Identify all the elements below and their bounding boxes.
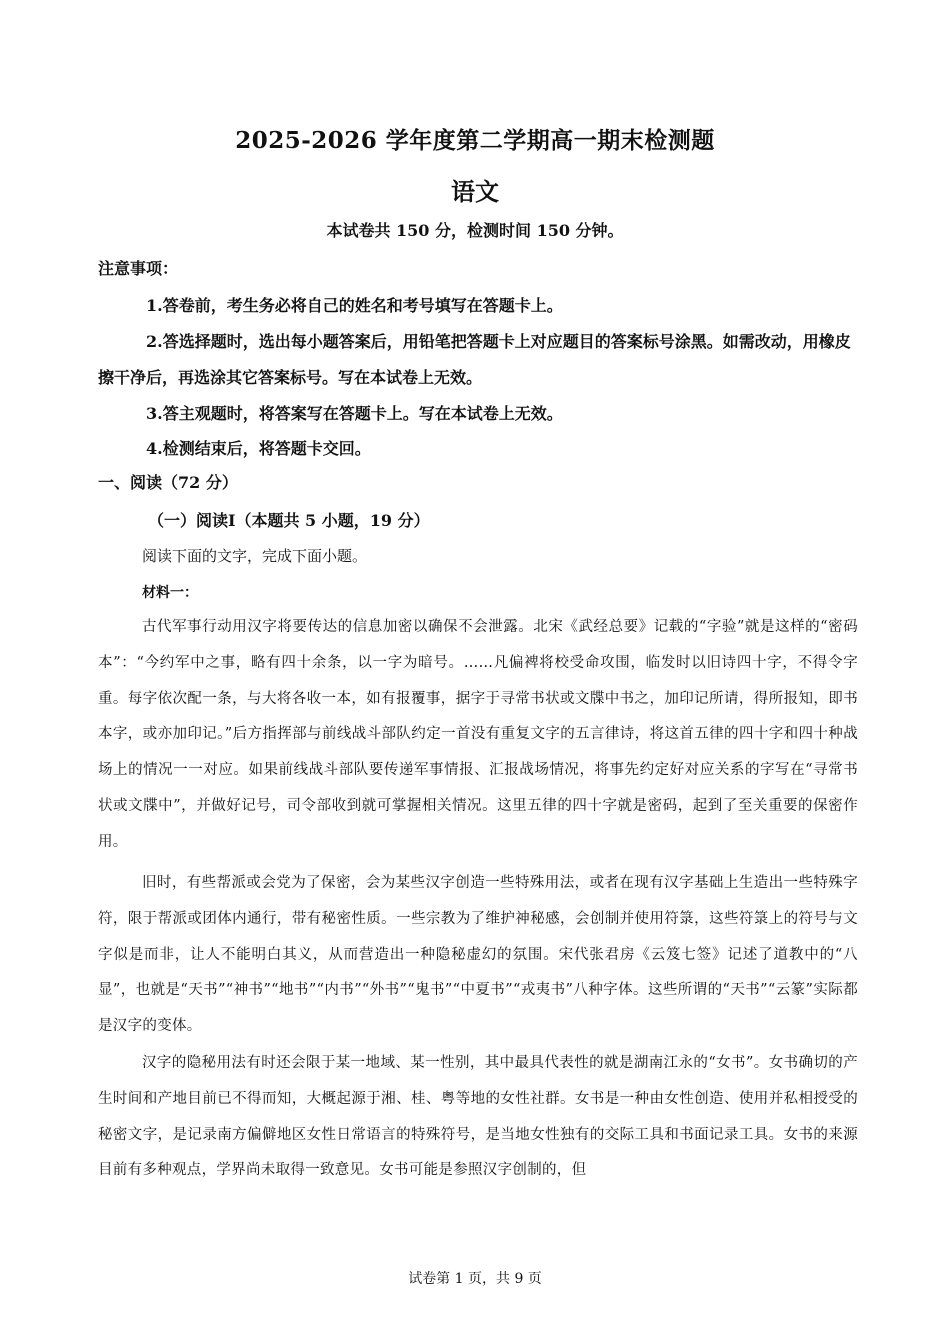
subsection-heading: （一）阅读Ⅰ（本题共 5 小题，19 分）	[148, 511, 430, 530]
section-heading: 一、阅读（72 分）	[98, 473, 238, 492]
notice-heading: 注意事项：	[98, 259, 179, 278]
notice-item-2: 2.答选择题时，选出每小题答案后，用铅笔把答题卡上对应题目的答案标号涂黑。如需改动，用橡皮擦干净后，再选涂其它答案标号。写在本试卷上无效。	[98, 332, 851, 387]
page-footer: 试卷第 1 页，共 9 页	[408, 1271, 542, 1287]
notice-item-1: 1.答卷前，考生务必将自己的姓名和考号填写在答题卡上。	[146, 296, 563, 315]
exam-title: 2025-2026 学年度第二学期高一期末检测题	[235, 127, 715, 154]
reading-instruction: 阅读下面的文字，完成下面小题。	[142, 547, 368, 565]
material-label: 材料一：	[142, 585, 198, 601]
passage-paragraph: 古代军事行动用汉字将要传达的信息加密以确保不会泄露。北宋《武经总要》记载的“字验”就是这样的“密码本”：“今约军中之事，略有四十余条，以一字为暗号。……凡偏裨将校受命攻围，临发时以旧诗四十字，不得令字重。每字依次配一条，与大将各收一本，如有报覆事，据字于寻常书状或文牒中书之，加印记所请，得所报知，即书本字，或亦加印记。”后方指挥部与前线战斗部队约定一首没有重复文字的五言律诗，将这首五律的四十字和四十种战场上的情况一一对应。如果前线战斗部队要传递军事情报、汇报战场情况，将事先约定好对应关系的字写在“寻常书状或文牒中”，并做好记号，司令部收到就可掌握相关情况。这里五律的四十字就是密码，起到了至关重要的保密作用。	[98, 619, 858, 850]
passage-paragraph: 旧时，有些帮派或会党为了保密，会为某些汉字创造一些特殊用法，或者在现有汉字基础上生造出一些特殊字符，限于帮派或团体内通行，带有秘密性质。一些宗教为了维护神秘感，会创制并使用符箓，这些符箓上的符号与文字似是而非，让人不能明白其义，从而营造出一种隐秘虚幻的氛围。宋代张君房《云笈七签》记述了道教中的“八显”，也就是“天书”“神书”“地书”“内书”“外书”“鬼书”“中夏书”“戎夷书”八种字体。这些所谓的“天书”“云篆”实际都是汉字的变体。	[98, 875, 858, 1035]
passage-paragraph: 汉字的隐秘用法有时还会限于某一地域、某一性别，其中最具代表性的就是湖南江永的“女书”。女书确切的产生时间和产地目前已不得而知，大概起源于湘、桂、粤等地的女性社群。女书是一种由女性创造、使用并私相授受的秘密文字，是记录南方偏僻地区女性日常语言的特殊符号，是当地女性独有的交际工具和书面记录工具。女书的来源目前有多种观点，学界尚未取得一致意见。女书可能是参照汉字创制的，但	[98, 1055, 858, 1179]
subject-title: 语文	[451, 177, 499, 206]
notice-item-4: 4.检测结束后，将答题卡交回。	[146, 439, 371, 458]
exam-info: 本试卷共 150 分，检测时间 150 分钟。	[326, 221, 624, 240]
notice-item-3: 3.答主观题时，将答案写在答题卡上。写在本试卷上无效。	[146, 404, 563, 423]
